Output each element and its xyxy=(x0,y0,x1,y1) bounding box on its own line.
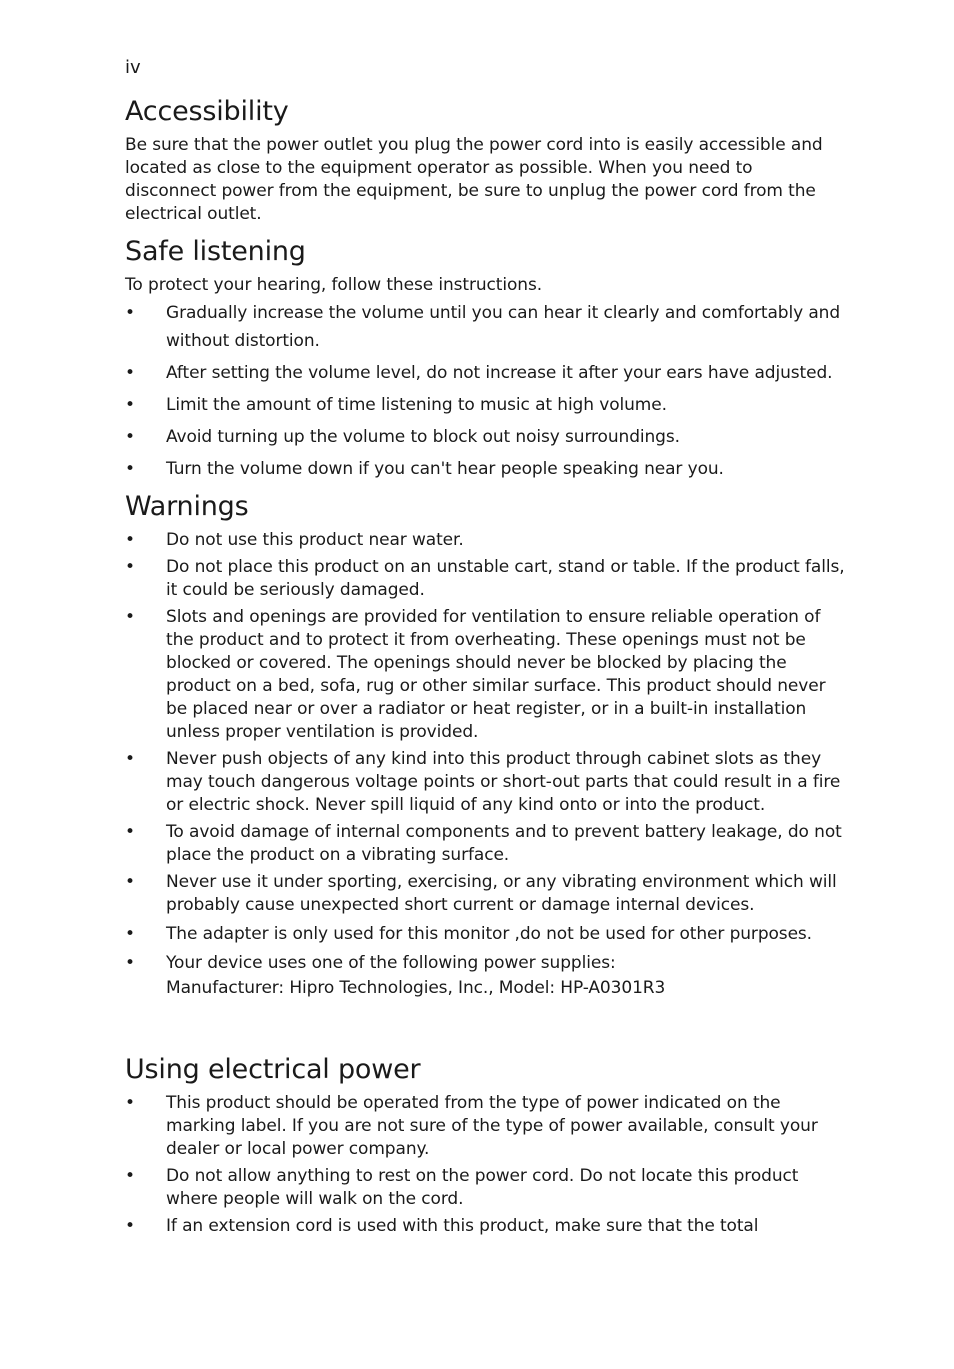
bullet-icon: • xyxy=(125,557,135,577)
page-number: iv xyxy=(125,57,141,78)
list-item: • Do not allow anything to rest on the power cord. Do not locate this product where people will walk on the cord. xyxy=(125,1166,799,1209)
list-item: • The adapter is only used for this monitor ,do not be used for other purposes. xyxy=(125,924,812,944)
list-item: • Never push objects of any kind into this product through cabinet slots as they may touch dangerous voltage points or short-out parts that could result in a fire or electric shock. Never spill liquid of any kind onto or into the product. xyxy=(125,749,841,815)
document-body xyxy=(125,94,845,1242)
list-item: • Avoid turning up the volume to block out noisy surroundings. xyxy=(125,423,845,451)
list-item: • Do not place this product on an unstable cart, stand or table. If the product falls, it could be seriously damaged. xyxy=(125,557,845,600)
section-warnings xyxy=(125,489,845,1000)
heading-electrical-power: Using electrical power xyxy=(125,1054,421,1085)
bullet-icon: • xyxy=(125,395,135,415)
list-item: • Limit the amount of time listening to music at high volume. xyxy=(125,391,845,419)
bullet-icon: • xyxy=(125,427,135,447)
list-item: • Your device uses one of the following power supplies: Manufacturer: Hipro Technologies, Inc., Model: HP-A0301R3 xyxy=(125,952,845,1000)
list-item: • Never use it under sporting, exercising, or any vibrating environment which will probably cause unexpected short current or damage internal devices. xyxy=(125,872,837,915)
accessibility-paragraph: Be sure that the power outlet you plug the power cord into is easily accessible and located as close to the equipment operator as possible. When you need to disconnect power from the equipment, be sure to unplug the power cord from the electrical outlet. xyxy=(125,135,823,224)
section-safe-listening xyxy=(125,234,845,483)
bullet-icon: • xyxy=(125,303,135,323)
bullet-icon: • xyxy=(125,924,135,944)
bullet-icon: • xyxy=(125,363,135,383)
heading-safe-listening: Safe listening xyxy=(125,236,306,267)
bullet-icon: • xyxy=(125,953,135,973)
bullet-icon: • xyxy=(125,872,135,892)
list-item: • Slots and openings are provided for ventilation to ensure reliable operation of the product and to protect it from overheating. These openings must not be blocked or covered. The openings should never be blocked by placing the product on a bed, sofa, rug or other similar surface. This product should never be placed near or over a radiator or heat register, or in a built-in installation unless proper ventilation is provided. xyxy=(125,607,826,742)
safe-listening-intro: To protect your hearing, follow these instructions. xyxy=(125,275,543,295)
list-item: • To avoid damage of internal components and to prevent battery leakage, do not place the product on a vibrating surface. xyxy=(125,822,842,865)
list-item: • After setting the volume level, do not increase it after your ears have adjusted. xyxy=(125,359,845,387)
bullet-icon: • xyxy=(125,1216,135,1236)
electrical-power-list xyxy=(125,1092,845,1238)
list-item: • If an extension cord is used with this product, make sure that the total xyxy=(125,1216,759,1236)
bullet-icon: • xyxy=(125,530,135,550)
safe-listening-list xyxy=(125,299,845,483)
bullet-icon: • xyxy=(125,607,135,627)
bullet-icon: • xyxy=(125,1166,135,1186)
list-item: • Gradually increase the volume until you can hear it clearly and comfortably and without distortion. xyxy=(125,299,845,355)
list-item: • Turn the volume down if you can't hear people speaking near you. xyxy=(125,455,845,483)
section-electrical-power xyxy=(125,1052,845,1238)
warnings-list xyxy=(125,529,845,1000)
heading-accessibility: Accessibility xyxy=(125,96,289,127)
list-item: • Do not use this product near water. xyxy=(125,530,464,550)
list-item: • This product should be operated from the type of power indicated on the marking label. If you are not sure of the type of power available, consult your dealer or local power company. xyxy=(125,1093,818,1159)
bullet-icon: • xyxy=(125,749,135,769)
section-accessibility xyxy=(125,94,845,226)
bullet-icon: • xyxy=(125,1093,135,1113)
bullet-icon: • xyxy=(125,459,135,479)
bullet-icon: • xyxy=(125,822,135,842)
power-supply-model: Manufacturer: Hipro Technologies, Inc., Model: HP-A0301R3 xyxy=(166,978,666,998)
heading-warnings: Warnings xyxy=(125,491,249,522)
